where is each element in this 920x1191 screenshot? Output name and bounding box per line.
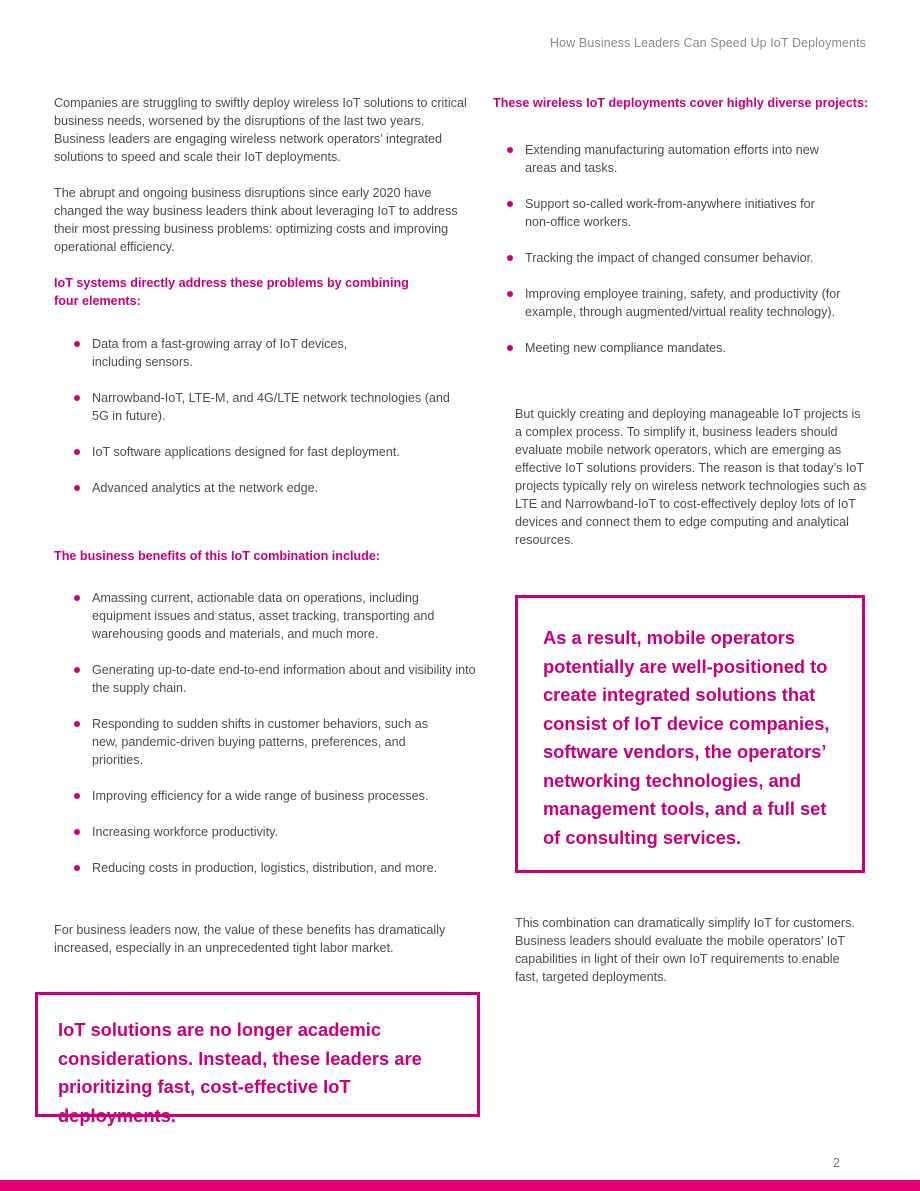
list-item: Amassing current, actionable data on operations, including equipment issues and status, asset tracking, transporting and warehousing goods and materials, and much more.: [54, 589, 484, 643]
right-paragraph-2: This combination can dramatically simplify IoT for customers. Business leaders should evaluate the mobile operators’ IoT capabilities in light of their own IoT requirements to enable fast, targeted deployments.: [515, 916, 855, 984]
left-closing-paragraph: For business leaders now, the value of these benefits has dramatically increased, especially in an unprecedented tight labor market.: [54, 923, 446, 955]
projects-list: [487, 141, 887, 357]
list-item: Support so-called work-from-anywhere initiatives for non-office workers.: [487, 195, 887, 231]
list-item: Responding to sudden shifts in customer behaviors, such as new, pandemic-driven buying patterns, preferences, and priorities.: [54, 715, 484, 769]
projects-heading: These wireless IoT deployments cover highly diverse projects:: [493, 96, 869, 110]
list-item: Reducing costs in production, logistics, distribution, and more.: [54, 859, 484, 877]
list-item: Increasing workforce productivity.: [54, 823, 484, 841]
benefits-list: [54, 589, 484, 877]
left-intro-paragraph-1: Companies are struggling to swiftly deploy wireless IoT solutions to critical business needs, worsened by the disruptions of the last two years. Business leaders are engaging wireless network operators’ integrated solutions to speed and scale their IoT deployments.: [54, 96, 467, 164]
list-item: Tracking the impact of changed consumer behavior.: [487, 249, 887, 267]
left-callout-box: [35, 992, 480, 1126]
right-callout-text: As a result, mobile operators potentially are well-positioned to create integrated solutions that consist of IoT device companies, software vendors, the operators’ networking technologies, and management tools, and a full set of consulting services.: [543, 627, 830, 848]
list-item: Improving employee training, safety, and productivity (for example, through augmented/virtual reality technology).: [487, 285, 887, 321]
elements-heading: IoT systems directly address these problems by combining four elements:: [54, 276, 409, 308]
right-paragraph-1: But quickly creating and deploying manageable IoT projects is a complex process. To simplify it, business leaders should evaluate mobile network operators, which are emerging as effective IoT solutions providers. The reason is that today’s IoT projects typically rely on wireless network technologies such as LTE and Narrowband-IoT to cost-effectively deploy lots of IoT devices and connect them to edge computing and analytical resources.: [515, 407, 867, 547]
list-item: Data from a fast-growing array of IoT devices, including sensors.: [54, 335, 454, 371]
list-item: Improving efficiency for a wide range of business processes.: [54, 787, 484, 805]
elements-list: [54, 335, 454, 497]
list-item: Narrowband-IoT, LTE-M, and 4G/LTE network technologies (and 5G in future).: [54, 389, 454, 425]
list-item: Meeting new compliance mandates.: [487, 339, 887, 357]
list-item: Generating up-to-date end-to-end information about and visibility into the supply chain.: [54, 661, 484, 697]
left-callout-text: IoT solutions are no longer academic considerations. Instead, these leaders are prioritizing fast, cost-effective IoT deployments.: [58, 1019, 422, 1126]
list-item: Advanced analytics at the network edge.: [54, 479, 454, 497]
list-item: Extending manufacturing automation efforts into new areas and tasks.: [487, 141, 887, 177]
benefits-heading: The business benefits of this IoT combination include:: [54, 549, 381, 563]
list-item: IoT software applications designed for fast deployment.: [54, 443, 454, 461]
left-intro-paragraph-2: The abrupt and ongoing business disruptions since early 2020 have changed the way business leaders think about leveraging IoT to address their most pressing business problems: optimizing costs and improving operational efficiency.: [54, 186, 458, 254]
right-callout-box: [515, 595, 865, 873]
page-header-title: How Business Leaders Can Speed Up IoT Deployments: [550, 36, 866, 50]
page-number: 2: [833, 1156, 840, 1170]
bottom-accent-bar: [0, 1180, 920, 1191]
